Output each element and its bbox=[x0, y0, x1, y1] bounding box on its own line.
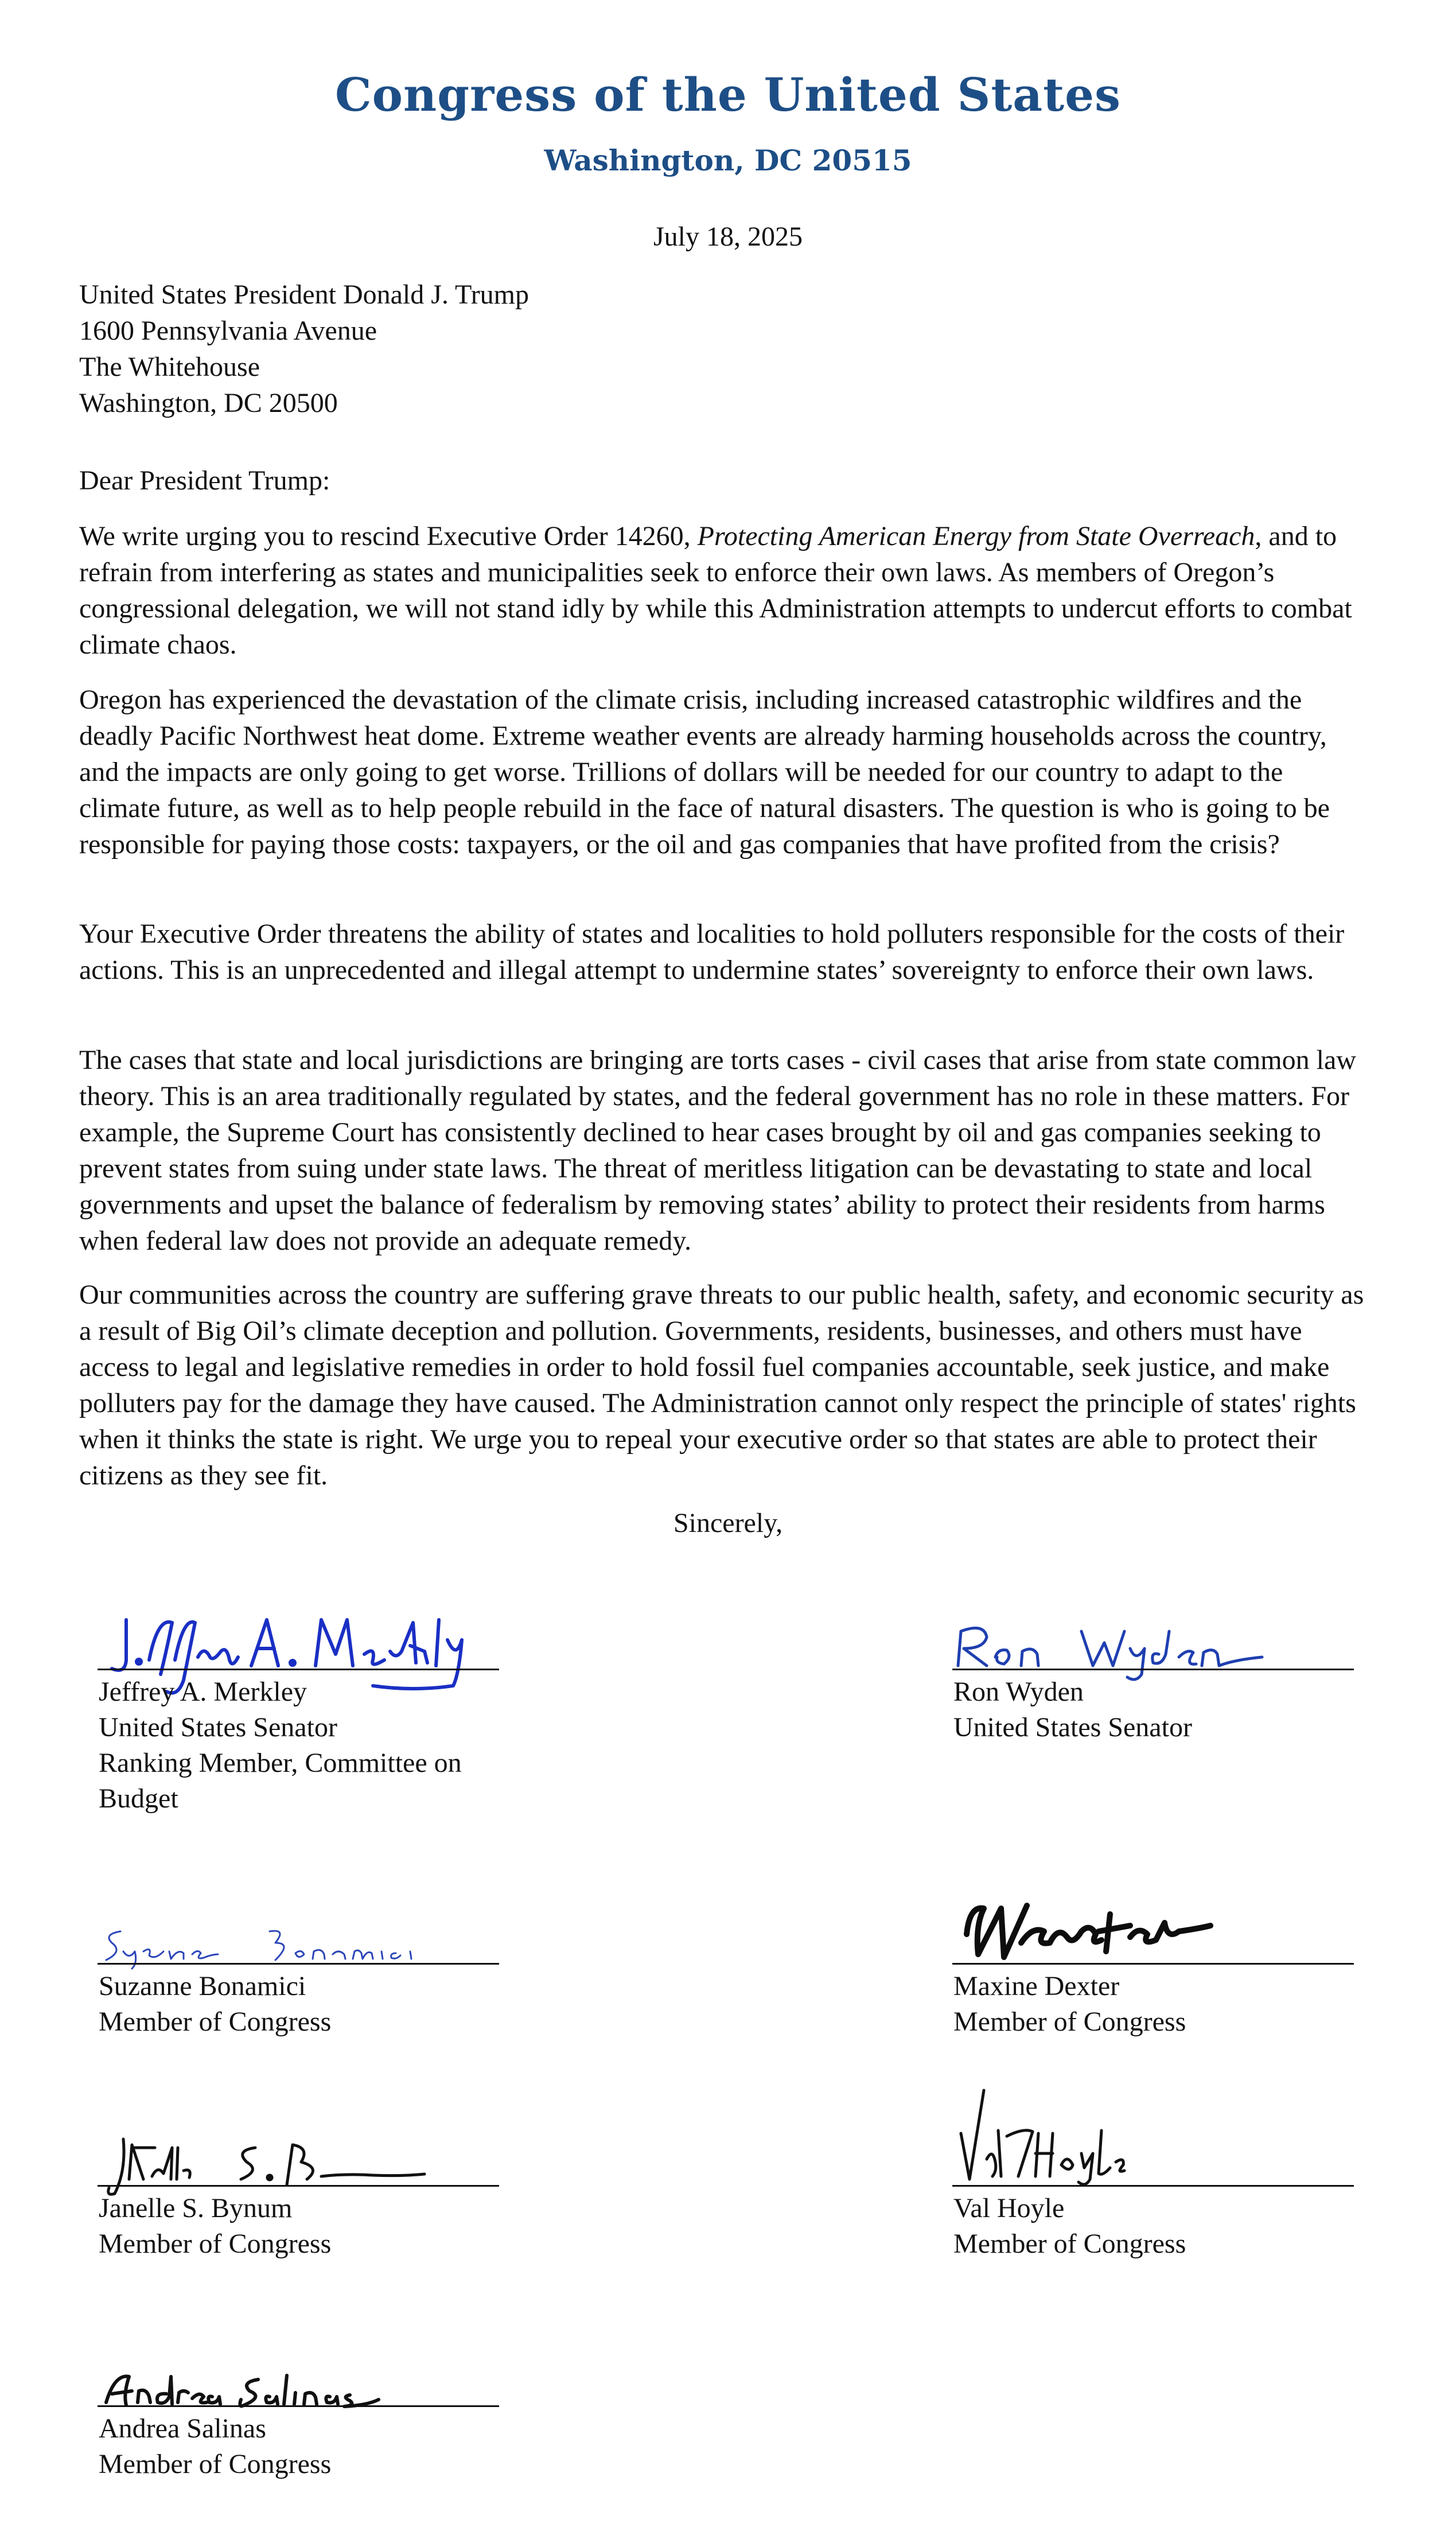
letter-date: July 18, 2025 bbox=[653, 221, 803, 252]
signatory-title: Member of Congress bbox=[99, 2229, 332, 2259]
signatory-name: Andrea Salinas bbox=[99, 2413, 266, 2444]
recipient-line: 1600 Pennsylvania Avenue bbox=[79, 316, 377, 346]
signatory-title: Ranking Member, Committee on bbox=[99, 1748, 462, 1778]
body-paragraph-1 bbox=[79, 518, 1367, 663]
signature-line bbox=[952, 2185, 1354, 2187]
signatory-name: Ron Wyden bbox=[953, 1677, 1084, 1707]
p1-text-start: We write urging you to rescind Executive Order 14260, bbox=[79, 521, 698, 551]
signature-line bbox=[98, 1669, 499, 1670]
signatory-text bbox=[99, 1674, 462, 1817]
signatory-name: Val Hoyle bbox=[953, 2193, 1065, 2223]
signatory-title: United States Senator bbox=[953, 1712, 1192, 1743]
signature-line bbox=[98, 2185, 499, 2187]
signature-line bbox=[952, 1963, 1354, 1965]
p1-text-end: , and to refrain from interfering as states and municipalities seek to enforce their own laws. As members of Oregon’s congressional delegation, we will not stand idly by while this Administration attempts to undercut efforts to combat climate chaos. bbox=[79, 521, 1352, 660]
signature-line bbox=[98, 1963, 499, 1965]
closing: Sincerely, bbox=[673, 1508, 783, 1538]
signature-line bbox=[98, 2405, 499, 2407]
signatory-name: Maxine Dexter bbox=[953, 1971, 1120, 2001]
body-paragraph-4: The cases that state and local jurisdictions are bringing are torts cases - civil cases that arise from state common law theory. This is an area traditionally regulated by states, and the federal government has no role in these matters. For example, the Supreme Court has consistently declined to hear cases brought by oil and gas companies seeking to prevent states from suing under state laws. The threat of meritless litigation can be devastating to state and local governments and upset the balance of federalism by removing states’ ability to protect their residents from harms when federal law does not provide an adequate remedy. bbox=[79, 1045, 1356, 1256]
signatory-title: Member of Congress bbox=[99, 2007, 332, 2037]
signatory-name: Jeffrey A. Merkley bbox=[99, 1677, 307, 1707]
executive-order-title: Protecting American Energy from State Overreach bbox=[697, 521, 1255, 551]
signatory-text bbox=[99, 2411, 331, 2482]
body-paragraph-3: Your Executive Order threatens the ability of states and localities to hold polluters responsible for the costs of their actions. This is an unprecedented and illegal attempt to undermine states’ sovereignty to enforce their own laws. bbox=[79, 919, 1345, 985]
signatory-name: Janelle S. Bynum bbox=[99, 2193, 293, 2223]
signature-hoyle-image bbox=[952, 2079, 1354, 2194]
body-paragraph-2: Oregon has experienced the devastation of the climate crisis, including increased catastrophic wildfires and the deadly Pacific Northwest heat dome. Extreme weather events are already harming households across the country, and the impacts are only going to get worse. Trillions of dollars will be needed for our country to adapt to the climate future, as well as to help people rebuild in the face of natural disasters. The question is who is going to be responsible for paying those costs: taxpayers, or the oil and gas companies that have profited from the crisis? bbox=[79, 685, 1330, 860]
recipient-address bbox=[79, 277, 997, 421]
signature-line bbox=[952, 1669, 1354, 1670]
signatory-text bbox=[99, 1969, 331, 2040]
signatory-text bbox=[953, 1674, 1192, 1745]
recipient-line: The Whitehouse bbox=[79, 352, 260, 382]
body-paragraph-5: Our communities across the country are suffering grave threats to our public health, safety, and economic security as a result of Big Oil’s climate deception and pollution. Governments, residents, businesses, and others must have access to legal and legislative remedies in order to hold fossil fuel companies accountable, seek justice, and make polluters pay for the damage they have caused. The Administration cannot only respect the principle of states' rights when it thinks the state is right. We urge you to repeal your executive order so that states are able to protect their citizens as they see fit. bbox=[79, 1280, 1364, 1491]
signatory-title: United States Senator bbox=[99, 1712, 337, 1743]
signatory-text bbox=[953, 2191, 1186, 2262]
salutation: Dear President Trump: bbox=[79, 465, 330, 496]
signature-bynum-image bbox=[103, 2130, 505, 2199]
signatory-name: Suzanne Bonamici bbox=[99, 1971, 306, 2001]
signatory-text bbox=[953, 1969, 1186, 2040]
letterhead-subtitle: Washington, DC 20515 bbox=[544, 143, 912, 177]
letterhead-title: Congress of the United States bbox=[334, 68, 1121, 122]
recipient-line: United States President Donald J. Trump bbox=[79, 279, 530, 310]
signatory-title: Budget bbox=[99, 1783, 178, 1814]
signatory-title: Member of Congress bbox=[99, 2449, 332, 2479]
signatory-text bbox=[99, 2191, 331, 2262]
signatory-title: Member of Congress bbox=[953, 2229, 1186, 2259]
signatory-title: Member of Congress bbox=[953, 2007, 1186, 2037]
recipient-line: Washington, DC 20500 bbox=[79, 388, 338, 418]
